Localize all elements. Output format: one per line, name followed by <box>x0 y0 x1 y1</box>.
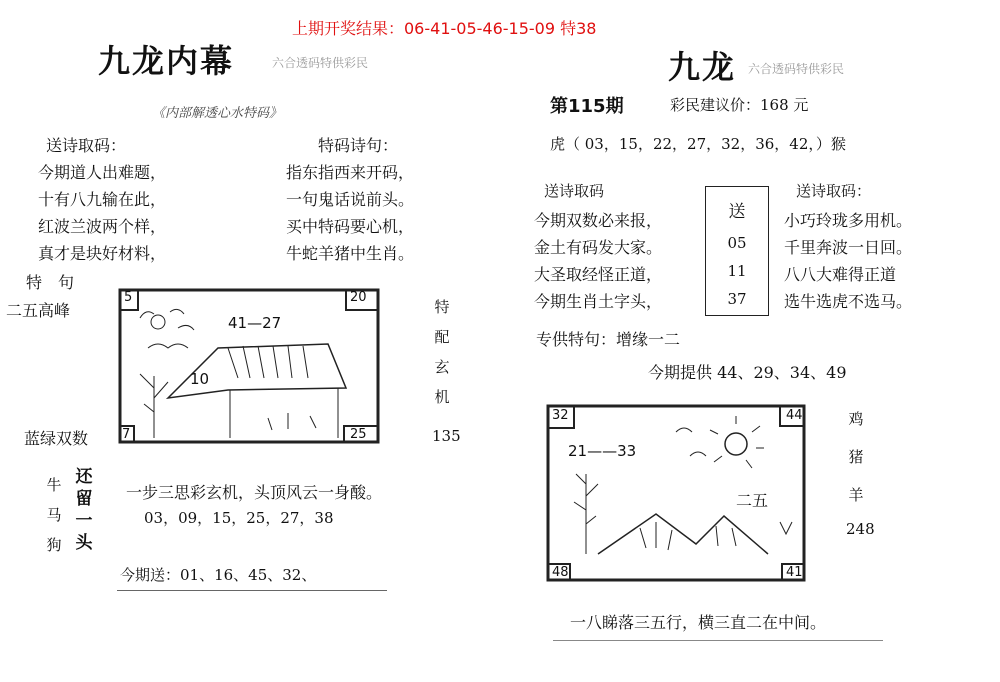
box-label-bottom-right: 41 <box>786 565 803 580</box>
tiger-line: 虎（ 03，15，22，27，32，36，42，）猴 <box>550 135 846 153</box>
poem-line: 真才是块好材料， <box>38 244 167 263</box>
price: 彩民建议价：168 元 <box>670 96 809 114</box>
keep-char: 留 <box>75 489 93 509</box>
send-line: 今期送：01、16、45、32、 <box>120 566 317 584</box>
divider <box>117 590 387 591</box>
special-phrase-right: 专供特句：增缘一二 <box>536 330 681 349</box>
poem-line: 今期道人出难题， <box>38 163 167 182</box>
poem-line: 金土有码发大家。 <box>534 238 663 257</box>
poem-line: 大圣取经怪正道， <box>534 265 663 284</box>
left-title-note: 六合透码特供彩民 <box>272 56 369 70</box>
box-label-top-left: 5 <box>124 290 133 305</box>
box-label-mid: 21——33 <box>568 442 637 460</box>
right-vertical-text <box>432 292 452 412</box>
animal: 牛 <box>46 476 62 494</box>
box-label-mid2: 10 <box>190 370 210 388</box>
right-footer: 一八睇落三五行，横三直二在中间。 <box>570 613 827 632</box>
poem-line: 选牛选虎不选马。 <box>784 292 913 311</box>
right-title-note: 六合透码特供彩民 <box>748 62 845 76</box>
left-numbers: 03，09，15，25，27，38 <box>144 509 334 527</box>
poem-line: 红波兰波两个样， <box>38 217 167 236</box>
box-label-top-left: 32 <box>552 408 569 423</box>
box-label-bottom-left: 48 <box>552 565 569 580</box>
right-poem2-heading: 送诗取码： <box>796 182 872 200</box>
right-title: 九龙 <box>668 48 737 86</box>
send-number: 05 <box>727 234 747 252</box>
poem-line: 十有八九输在此， <box>38 190 167 209</box>
left-verse: 一步三思彩玄机，头顶风云一身酸。 <box>126 483 383 502</box>
left-special-poem-heading: 特码诗句： <box>318 136 399 155</box>
previous-draw-result: 上期开奖结果：06-41-05-46-15-09 特38 <box>292 19 597 38</box>
right-number: 135 <box>432 427 461 445</box>
poem-line: 千里奔波一日回。 <box>784 238 913 257</box>
poem-line: 八八大难得正道 <box>784 265 897 284</box>
vertical-char: 配 <box>434 328 450 346</box>
special-phrase: 二五高峰 <box>6 301 71 320</box>
animal: 马 <box>46 506 62 524</box>
animals-list <box>846 400 866 514</box>
keep-char: 头 <box>75 533 93 553</box>
left-title: 九龙内幕 <box>98 42 235 80</box>
box-label-top-right: 44 <box>786 408 803 423</box>
poem-line: 今期双数必来报， <box>534 211 663 230</box>
keep-char: 一 <box>75 511 93 531</box>
poem-line: 小巧玲珑多用机。 <box>784 211 913 230</box>
box-label-top-right: 20 <box>350 290 367 305</box>
animal: 羊 <box>848 486 864 504</box>
animal: 鸡 <box>848 410 864 428</box>
left-special-poem <box>286 159 414 267</box>
animals-column <box>44 470 64 560</box>
vertical-char: 玄 <box>434 358 450 376</box>
vertical-char: 机 <box>434 388 450 406</box>
left-poem <box>38 159 166 267</box>
special-label: 特 句 <box>26 273 75 292</box>
issue-number: 第115期 <box>550 96 624 117</box>
right-poem2 <box>784 207 912 315</box>
poem-line: 一句鬼话说前头。 <box>286 190 415 209</box>
divider <box>553 640 883 641</box>
left-poem-heading: 送诗取码： <box>46 136 127 155</box>
send-box <box>705 186 769 316</box>
vertical-char: 特 <box>434 298 450 316</box>
poem-line: 买中特码要心机， <box>286 217 415 236</box>
left-sketch <box>118 288 382 446</box>
box-label-bottom-left: 7 <box>122 427 131 442</box>
send-box-label: 送 <box>728 202 746 222</box>
poem-line: 指东指西来开码， <box>286 163 415 182</box>
right-sketch <box>546 404 808 584</box>
poem-line: 今期生肖土字头， <box>534 292 663 311</box>
right-poem-heading: 送诗取码 <box>544 182 605 200</box>
keep-char: 还 <box>75 467 93 487</box>
send-number: 37 <box>727 290 747 308</box>
animal-number: 248 <box>846 520 875 538</box>
send-number: 11 <box>727 262 747 280</box>
box-label-mid: 41—27 <box>228 314 282 332</box>
animal: 猪 <box>848 448 864 466</box>
poem-line: 牛蛇羊猪中生肖。 <box>286 244 415 263</box>
right-poem <box>534 207 662 315</box>
left-subtitle: 《内部解透心水特码》 <box>152 106 283 121</box>
box-label-bottom-right: 25 <box>350 427 367 442</box>
provide-line: 今期提供 44、29、34、49 <box>648 363 847 382</box>
box-label-mid2: 二五 <box>736 491 769 510</box>
animal: 狗 <box>46 536 62 554</box>
keep-column <box>74 466 94 554</box>
side-label: 蓝绿双数 <box>24 429 89 448</box>
send-box-numbers <box>706 229 768 313</box>
